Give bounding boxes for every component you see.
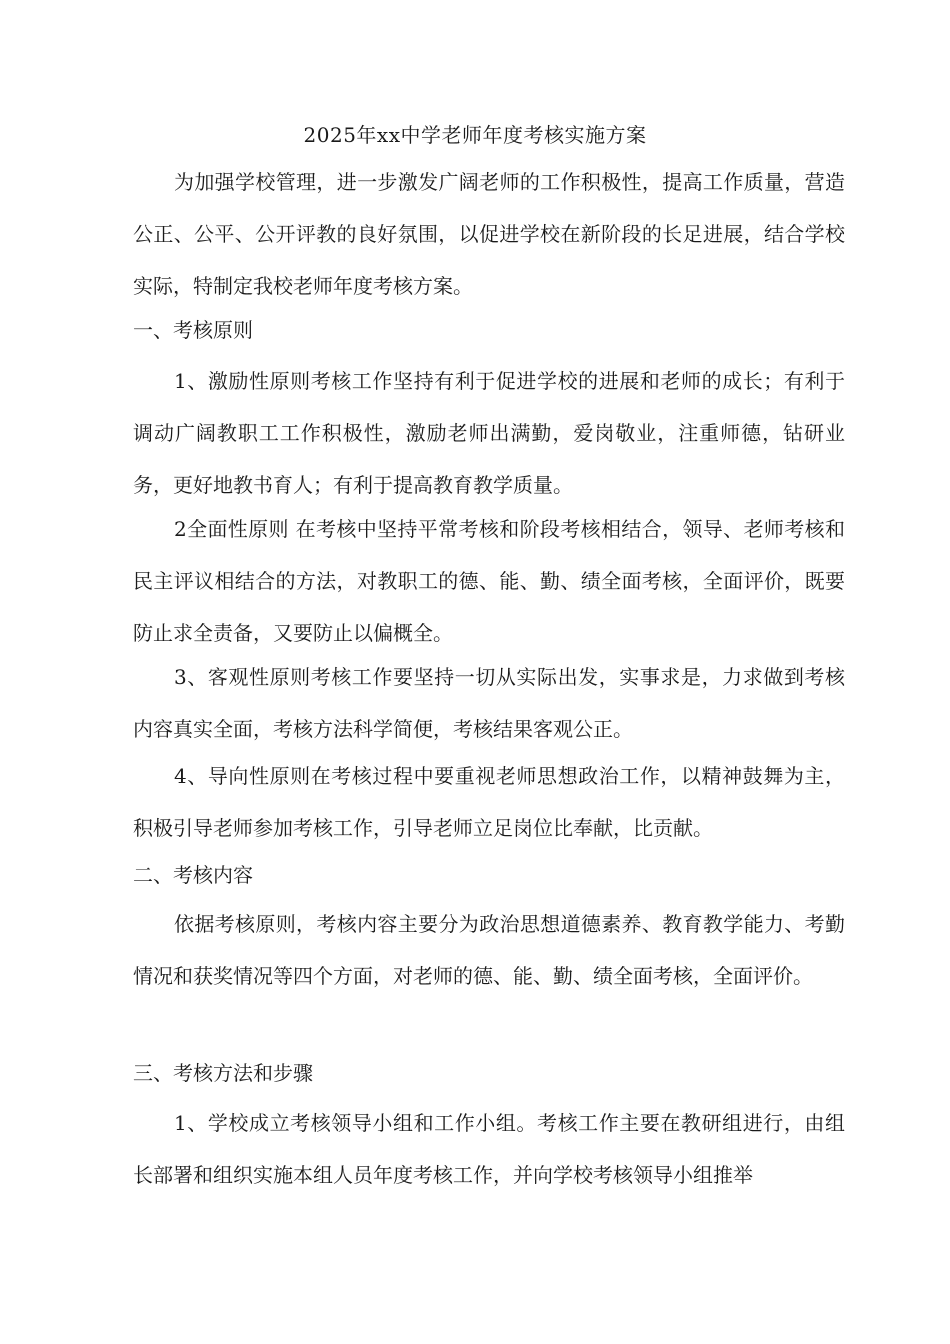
section-heading-principles: 一、考核原则 (133, 318, 253, 342)
principle-4-paragraph: 4、导向性原则在考核过程中要重视老师思想政治工作，以精神鼓舞为主，积极引导老师参加考核工作，引导老师立足岗位比奉献，比贡献。 (133, 764, 845, 840)
section-heading-content: 二、考核内容 (133, 863, 253, 887)
step-1-paragraph: 1、学校成立考核领导小组和工作小组。考核工作主要在教研组进行，由组长部署和组织实施本组人员年度考核工作，并向学校考核领导小组推举 (133, 1111, 845, 1187)
document-title: 2025年xx中学老师年度考核实施方案 (303, 123, 647, 147)
section-heading-methods: 三、考核方法和步骤 (133, 1061, 313, 1085)
principle-1-paragraph: 1、激励性原则考核工作坚持有利于促进学校的进展和老师的成长；有利于调动广阔教职工工作积极性，激励老师出满勤，爱岗敬业，注重师德，钻研业务，更好地教书育人；有利于提高教育教学质量。 (133, 369, 845, 497)
principle-3-paragraph: 3、客观性原则考核工作要坚持一切从实际出发，实事求是，力求做到考核内容真实全面，考核方法科学简便，考核结果客观公正。 (133, 665, 845, 741)
principle-2-paragraph: 2全面性原则 在考核中坚持平常考核和阶段考核相结合，领导、老师考核和民主评议相结合的方法，对教职工的德、能、勤、绩全面考核，全面评价，既要防止求全责备，又要防止以偏概全。 (133, 517, 845, 645)
intro-paragraph: 为加强学校管理，进一步激发广阔老师的工作积极性，提高工作质量，营造公正、公平、公开评教的良好氛围，以促进学校在新阶段的长足进展，结合学校实际，特制定我校老师年度考核方案。 (133, 170, 845, 298)
content-paragraph: 依据考核原则，考核内容主要分为政治思想道德素养、教育教学能力、考勤情况和获奖情况等四个方面，对老师的德、能、勤、绩全面考核，全面评价。 (133, 912, 845, 988)
